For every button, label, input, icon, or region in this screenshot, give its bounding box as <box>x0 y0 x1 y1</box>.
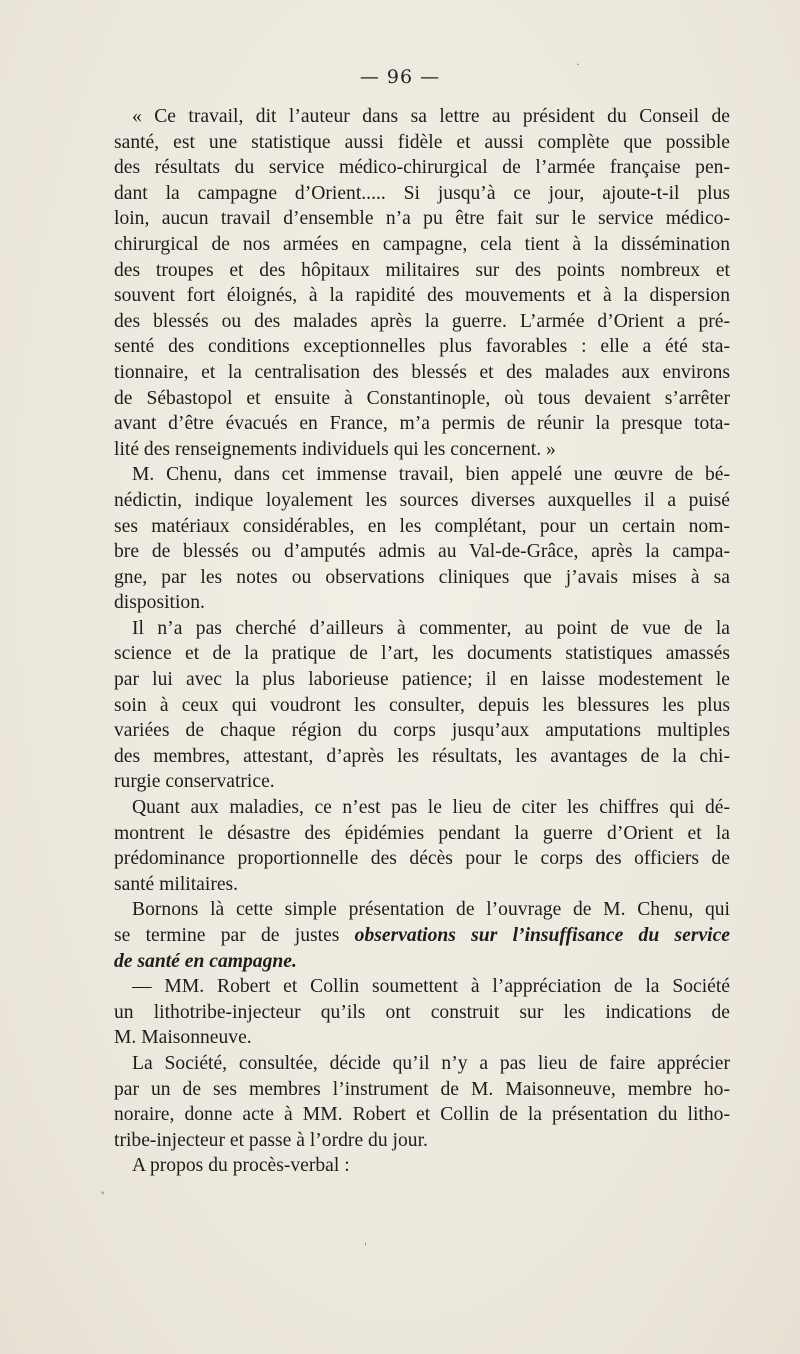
paper-speck: ˅ <box>100 1190 106 1203</box>
text-line: par lui avec la plus laborieuse patience; il en laisse modestement le <box>114 669 730 691</box>
text-line: tribe-injecteur et passe à l’ordre du jour. <box>114 1129 428 1151</box>
text-line: santé, est une statistique aussi fidèle et aussi complète que possible <box>114 131 730 153</box>
text-line: de Sébastopol et ensuite à Constantinople, où tous devaient s’arrêter <box>114 387 730 409</box>
text-line: des blessés ou des malades après la guerre. L’armée d’Orient a pré- <box>114 310 730 332</box>
italic-title: observations sur l’insuffisance du service <box>354 925 730 946</box>
italic-title: de santé en campagne. <box>114 950 297 972</box>
text-line: M. Chenu, dans cet immense travail, bien appelé une œuvre de bé- <box>132 464 730 486</box>
text-line: variées de chaque région du corps jusqu’aux amputations multiples <box>114 720 730 742</box>
page-number: — 96 — <box>359 66 441 88</box>
text-line: des résultats du service médico-chirurgical de l’armée française pen- <box>114 157 730 179</box>
paper-speck: ˌ <box>364 1234 368 1247</box>
text-line: nédictin, indique loyalement les sources diverses auxquelles il a puisé <box>114 489 730 511</box>
text-line: M. Maisonneuve. <box>114 1027 252 1049</box>
text-line: tionnaire, et la centralisation des blessés et des malades aux environs <box>114 361 730 383</box>
text-line <box>114 949 730 975</box>
text-line: A propos du procès-verbal : <box>132 1155 350 1177</box>
text-line: rurgie conservatrice. <box>114 771 275 793</box>
body-text <box>114 104 730 1179</box>
text-line: santé militaires. <box>114 873 239 895</box>
text-line: loin, aucun travail d’ensemble n’a pu être fait sur le service médico- <box>114 208 730 230</box>
text-line <box>114 923 730 949</box>
text-line: prédominance proportionnelle des décès pour le corps des officiers de <box>114 848 730 870</box>
text-line: La Société, consultée, décide qu’il n’y a pas lieu de faire apprécier <box>132 1052 730 1074</box>
text-run: se termine par de justes <box>114 925 355 946</box>
text-line: avant d’être évacués en France, m’a permis de réunir la presque tota- <box>114 413 730 435</box>
text-line: noraire, donne acte à MM. Robert et Collin de la présentation du litho- <box>114 1104 730 1126</box>
text-line: un lithotribe-injecteur qu’ils ont construit sur les indications de <box>114 1001 730 1023</box>
text-line: dant la campagne d’Orient..... Si jusqu’à ce jour, ajoute-t-il plus <box>114 182 730 204</box>
text-line: senté des conditions exceptionnelles plus favorables : elle a été sta- <box>114 336 730 358</box>
text-line: gne, par les notes ou observations cliniques que j’avais mises à sa <box>114 566 730 588</box>
text-line: des membres, attestant, d’après les résultats, les avantages de la chi- <box>114 745 730 767</box>
text-line: par un de ses membres l’instrument de M. Maisonneuve, membre ho- <box>114 1078 730 1100</box>
text-line: Bornons là cette simple présentation de l’ouvrage de M. Chenu, qui <box>132 899 730 921</box>
text-line: lité des renseignements individuels qui les concernent. » <box>114 438 556 460</box>
text-line: disposition. <box>114 592 205 614</box>
paper-speck: · <box>576 58 580 71</box>
text-line: — MM. Robert et Collin soumettent à l’appréciation de la Société <box>132 976 730 998</box>
text-line: ses matériaux considérables, en les complétant, pour un certain nom- <box>114 515 730 537</box>
text-line: Il n’a pas cherché d’ailleurs à commenter, au point de vue de la <box>132 617 730 639</box>
text-line: science et de la pratique de l’art, les documents statistiques amassés <box>114 643 730 665</box>
text-line: soin à ceux qui voudront les consulter, depuis les blessures les plus <box>114 694 730 716</box>
text-line: souvent fort éloignés, à la rapidité des mouvements et à la dispersion <box>114 285 730 307</box>
text-line: bre de blessés ou d’amputés admis au Val-de-Grâce, après la campa- <box>114 541 730 563</box>
text-line: montrent le désastre des épidémies pendant la guerre d’Orient et la <box>114 822 730 844</box>
text-line: des troupes et des hôpitaux militaires sur des points nombreux et <box>114 259 730 281</box>
text-line: « Ce travail, dit l’auteur dans sa lettre au président du Conseil de <box>132 106 730 127</box>
text-line: chirurgical de nos armées en campagne, cela tient à la dissémination <box>114 233 730 255</box>
text-line: Quant aux maladies, ce n’est pas le lieu de citer les chiffres qui dé- <box>132 797 730 819</box>
